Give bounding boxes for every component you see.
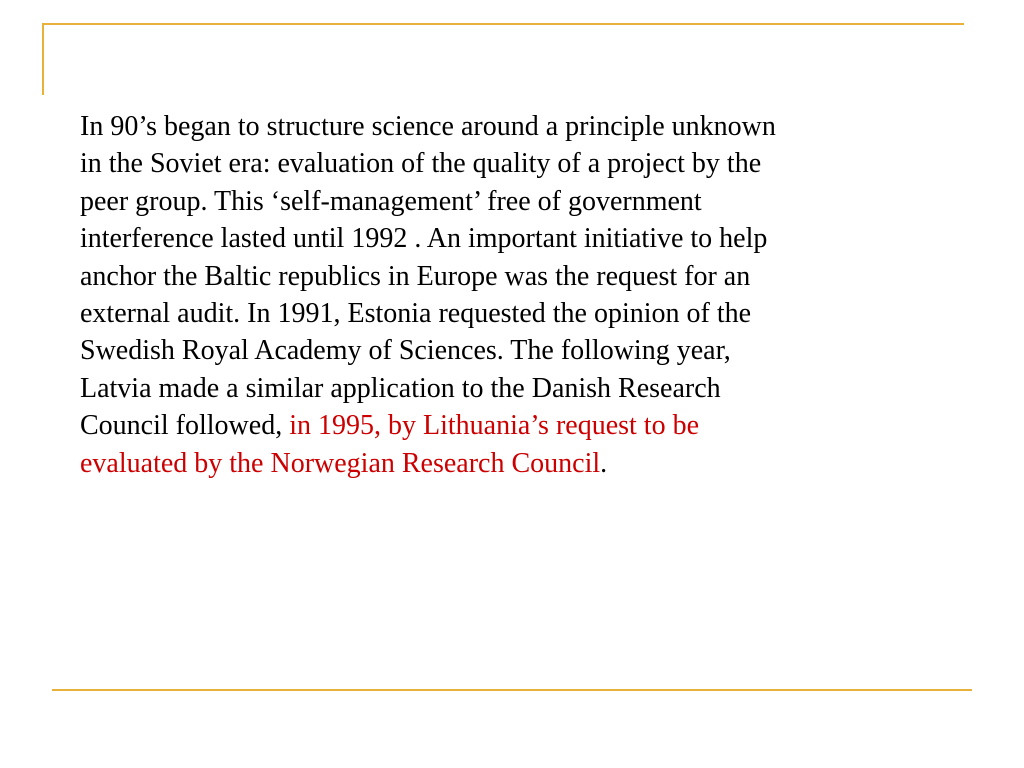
paragraph-line-6: external audit. In 1991, Estonia requested the opinion of the: [80, 298, 752, 330]
paragraph-line-4: interference lasted until 1992 . An important initiative to help: [80, 223, 768, 255]
paragraph-line-2: in the Soviet era: evaluation of the quality of a project by the: [80, 148, 762, 180]
highlighted-text-2: evaluated by the Norwegian Research Council: [80, 447, 601, 479]
paragraph-line-5: anchor the Baltic republics in Europe was the request for an: [80, 260, 751, 292]
paragraph-line-7: Swedish Royal Academy of Sciences. The following year,: [80, 335, 731, 367]
top-rule: [42, 23, 964, 25]
slide-paragraph: [80, 108, 960, 482]
highlighted-text-1: in 1995, by Lithuania’s request to be: [289, 410, 700, 442]
paragraph-line-8: Latvia made a similar application to the Danish Research: [80, 372, 721, 404]
paragraph-line-9: Council followed,: [80, 410, 290, 442]
paragraph-line-3: peer group. This ‘self-management’ free of government: [80, 185, 702, 217]
left-rule: [42, 23, 44, 95]
paragraph-end-period: .: [600, 447, 608, 479]
paragraph-line-1: In 90’s began to structure science around a principle unknown: [80, 111, 776, 142]
bottom-rule: [52, 689, 972, 691]
